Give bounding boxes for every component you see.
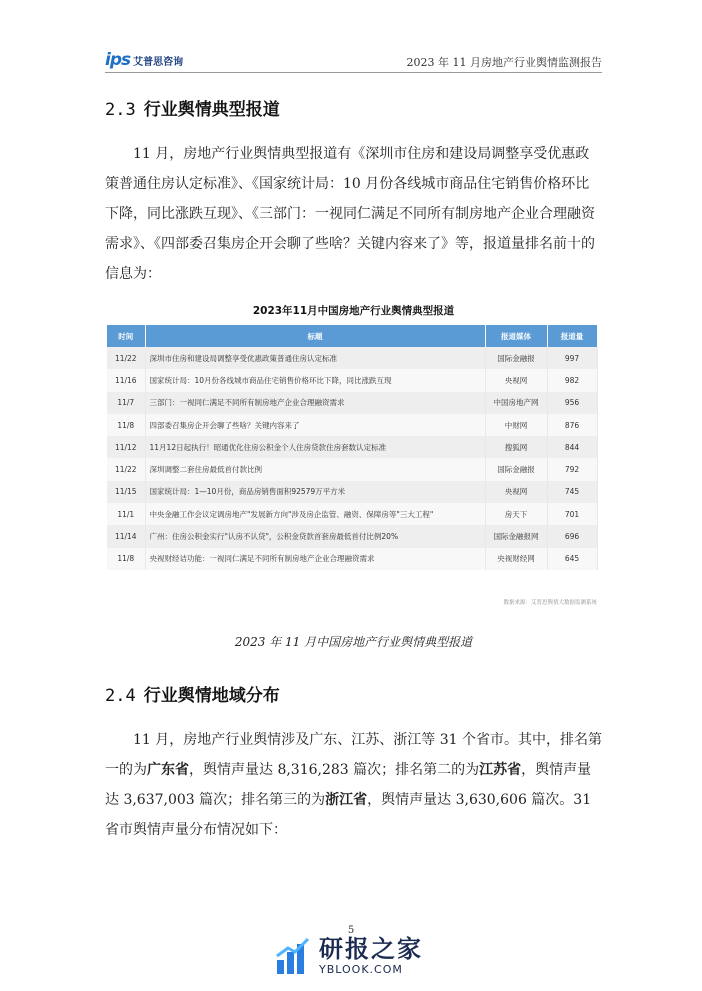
cell-count: 645 (547, 548, 597, 570)
cell-time: 11/22 (107, 347, 145, 369)
chart-growth-icon (275, 936, 311, 976)
paragraph-text: ，舆情声量达 3,630,606 篇次。31 省市舆情声量分布情况如下： (105, 792, 592, 838)
table-row (107, 414, 597, 436)
cell-count: 876 (547, 414, 597, 436)
watermark-logo (275, 935, 423, 976)
cell-count: 745 (547, 481, 597, 503)
cell-count: 844 (547, 436, 597, 458)
cell-title: 三部门：一视同仁满足不同所有制房地产企业合理融资需求 (145, 392, 485, 414)
table-row (107, 436, 597, 458)
regional-distribution-paragraph (105, 725, 602, 845)
cell-count: 792 (547, 458, 597, 480)
cell-title: 深圳市住房和建设局调整享受优惠政策普通住房认定标准 (145, 347, 485, 369)
highlight-province-3: 浙江省 (325, 792, 368, 808)
column-header-title: 标题 (145, 325, 485, 347)
cell-media: 中财网 (485, 414, 547, 436)
table-row (107, 347, 597, 369)
cell-title: 国家统计局：10月份各线城市商品住宅销售价格环比下降，同比涨跌互现 (145, 369, 485, 391)
cell-time: 11/7 (107, 392, 145, 414)
section-number: 2.3 (105, 100, 136, 120)
page-number: 5 (347, 925, 355, 936)
column-header-media: 报道媒体 (485, 325, 547, 347)
cell-media: 国际金融报 (485, 458, 547, 480)
cell-count: 701 (547, 503, 597, 525)
cell-media: 国际金融报网 (485, 525, 547, 547)
table-caption: 2023 年 11 月中国房地产行业舆情典型报道 (234, 635, 473, 649)
table-row (107, 369, 597, 391)
cell-time: 11/1 (107, 503, 145, 525)
cell-count: 997 (547, 347, 597, 369)
section-title: 行业舆情典型报道 (143, 100, 280, 120)
cell-time: 11/8 (107, 548, 145, 570)
cell-title: 中央金融工作会议定调房地产"发展新方向"涉及房企监管、融资、保障房等"三大工程" (145, 503, 485, 525)
section-title: 行业舆情地域分布 (143, 686, 280, 706)
cell-media: 央视财经网 (485, 548, 547, 570)
cell-count: 696 (547, 525, 597, 547)
cell-media: 房天下 (485, 503, 547, 525)
table-row (107, 503, 597, 525)
cell-title: 央视财经诘功能：一视同仁满足不同所有制房地产企业合理融资需求 (145, 548, 485, 570)
cell-time: 11/8 (107, 414, 145, 436)
logo-mark: ips (105, 50, 131, 70)
table-row (107, 481, 597, 503)
cell-count: 956 (547, 392, 597, 414)
table-row (107, 525, 597, 547)
page-header (105, 44, 602, 73)
cell-time: 11/15 (107, 481, 145, 503)
logo-text: 艾普思咨询 (133, 56, 184, 68)
cell-time: 11/22 (107, 458, 145, 480)
paragraph-text: 11 月，房地产行业舆情涉及广东、江苏、浙江等 31 个省市。其中，排名第一的为 (105, 732, 602, 778)
cell-media: 中国房地产网 (485, 392, 547, 414)
cell-media: 央视网 (485, 481, 547, 503)
cell-title: 11月12日起执行！昭通优化住房公积金个人住房贷款住房套数认定标准 (145, 436, 485, 458)
cell-time: 11/14 (107, 525, 145, 547)
company-logo (105, 50, 183, 70)
highlight-province-2: 江苏省 (479, 762, 522, 778)
typical-reports-paragraph: 11 月，房地产行业舆情典型报道有《深圳市住房和建设局调整享受优惠政策普通住房认定标准》、《国家统计局：10 月份各线城市商品住宅销售价格环比下降，同比涨跌互现》、《三部门：一视同仁满足不同所有制房地产企业合理融资需求》、《四部委召集房企开会聊了些啥？关键内容来了》等，报道量排名前十的信息为： (105, 146, 595, 282)
section-number: 2.4 (105, 686, 136, 706)
watermark-text-en: YBLOOK.COM (319, 963, 403, 976)
cell-title: 深圳调整二套住房最低首付款比例 (145, 458, 485, 480)
document-title: 2023 年 11 月房地产行业舆情监测报告 (406, 56, 602, 69)
typical-reports-table (107, 325, 597, 570)
highlight-province-1: 广东省 (147, 762, 189, 778)
column-header-time: 时间 (107, 325, 145, 347)
section-heading-2-4 (105, 681, 280, 706)
cell-media: 国际金融报 (485, 347, 547, 369)
cell-time: 11/16 (107, 369, 145, 391)
cell-media: 搜狐网 (485, 436, 547, 458)
table-row (107, 458, 597, 480)
table-title: 2023年11月中国房地产行业舆情典型报道 (252, 305, 455, 317)
paragraph-text: ，舆情声量达 8,316,283 篇次；排名第二的为 (189, 762, 480, 778)
cell-title: 广州：住房公积金实行"认房不认贷"，公积金贷款首套房最低首付比例20% (145, 525, 485, 547)
cell-title: 国家统计局：1—10月份，商品房销售面积92579万平方米 (145, 481, 485, 503)
table-row (107, 392, 597, 414)
section-heading-2-3 (105, 95, 280, 120)
table-row (107, 548, 597, 570)
cell-count: 982 (547, 369, 597, 391)
column-header-count: 报道量 (547, 325, 597, 347)
watermark-text-cn: 研报之家 (319, 935, 423, 963)
data-source-note: 数据来源：艾普思舆情大数据监测系统 (503, 600, 597, 606)
cell-time: 11/12 (107, 436, 145, 458)
paragraph-text: ，舆情声量达 3,637,003 篇次；排名第三的为 (105, 762, 592, 808)
table-header-row (107, 325, 597, 347)
cell-title: 四部委召集房企开会聊了些啥？关键内容来了 (145, 414, 485, 436)
cell-media: 央视网 (485, 369, 547, 391)
